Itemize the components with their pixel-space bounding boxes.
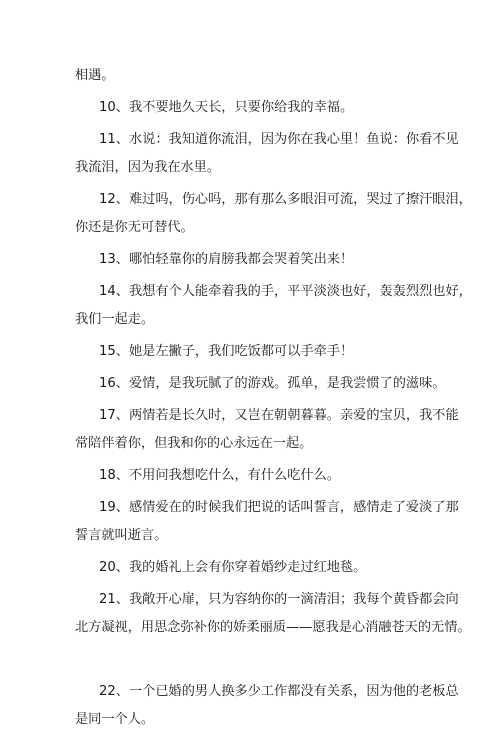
text-line: 15、她是左撇子，我们吃饭都可以手牵手！: [99, 344, 354, 359]
text-line: 22、一个已婚的男人换多少工作都没有关系，因为他的老板总: [99, 684, 459, 699]
paragraph-20: [75, 554, 436, 582]
text-line: 我流泪，因为我在水里。: [75, 160, 221, 175]
paragraph-17: [75, 402, 459, 458]
text-line: 16、爱情，是我玩腻了的游戏。孤单，是我尝惯了的滋味。: [99, 376, 446, 391]
text-line: 17、两情若是长久时，又岂在朝朝暮暮。亲爱的宝贝，我不能: [99, 408, 459, 423]
text-line: 21、我敞开心扉，只为容纳你的一滴清泪；我每个黄昏都会向: [99, 592, 459, 607]
paragraph-10: [75, 94, 436, 122]
text-line: 18、不用问我想吃什么，有什么吃什么。: [99, 468, 340, 483]
text-line: 13、哪怕轻靠你的肩膀我都会哭着笑出来！: [99, 252, 354, 267]
text-line: 相遇。: [75, 68, 115, 83]
paragraph-18: [75, 462, 436, 490]
text-line: 11、水说：我知道你流泪，因为你在我心里！鱼说：你看不见: [99, 132, 459, 147]
paragraph-22: [75, 678, 459, 734]
paragraph-21: [75, 586, 471, 642]
text-line: 10、我不要地久天长，只要你给我的幸福。: [99, 100, 354, 115]
text-line: 你还是你无可替代。: [75, 220, 194, 235]
paragraph-9-tail: [75, 62, 436, 90]
paragraph-13: [75, 246, 436, 274]
text-line: 12、难过吗，伤心吗，那有那么多眼泪可流，哭过了擦汗眼泪，: [99, 192, 472, 207]
text-line: 誓言就叫逝言。: [75, 528, 168, 543]
paragraph-19: [75, 494, 459, 550]
paragraph-16: [75, 370, 446, 398]
text-line: 20、我的婚礼上会有你穿着婚纱走过红地毯。: [99, 560, 367, 575]
text-line: 常陪伴着你，但我和你的心永远在一起。: [75, 436, 313, 451]
text-line: 北方凝视，用思念弥补你的娇柔丽质——愿我是心消融苍天的无情。: [75, 620, 471, 635]
text-line: 14、我想有个人能牵着我的手，平平淡淡也好，轰轰烈烈也好，: [99, 284, 472, 299]
text-line: 我们一起走。: [75, 312, 155, 327]
paragraph-12: [75, 186, 472, 242]
text-line: 19、感情爱在的时候我们把说的话叫誓言，感情走了爱淡了那: [99, 500, 459, 515]
paragraph-14: [75, 278, 472, 334]
paragraph-15: [75, 338, 436, 366]
paragraph-11: [75, 126, 459, 182]
text-line: 是同一个人。: [75, 712, 155, 727]
